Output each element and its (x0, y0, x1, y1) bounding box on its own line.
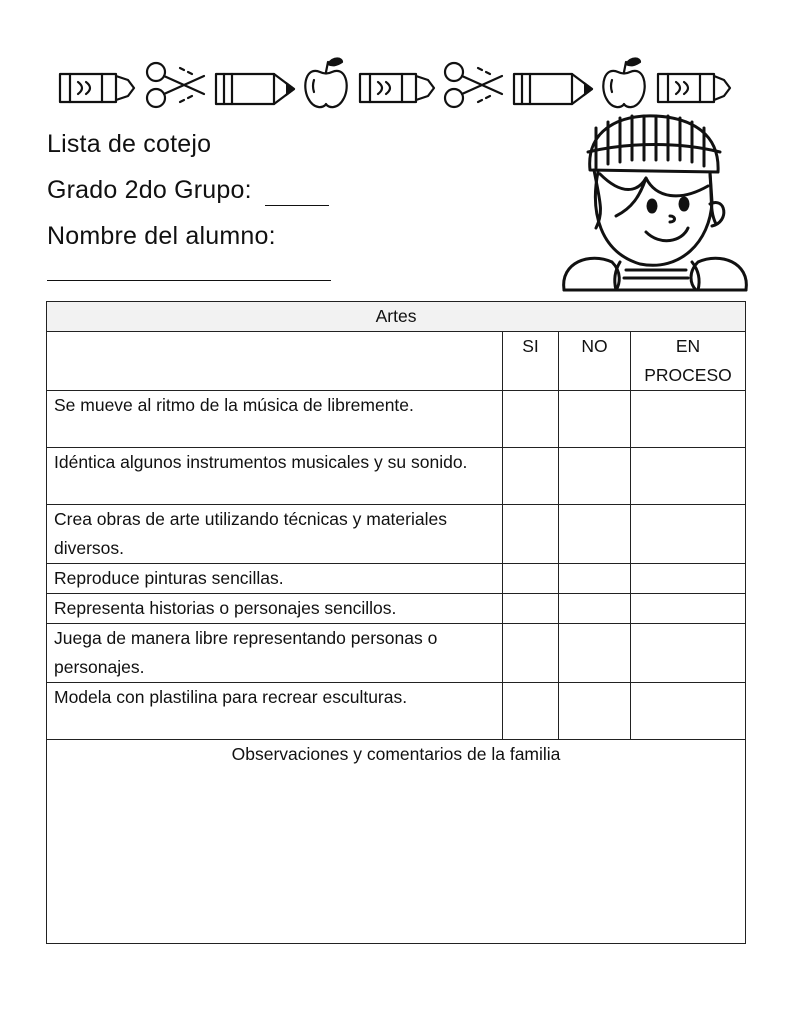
school-supplies-border (56, 50, 736, 112)
check-cell-no[interactable] (559, 624, 631, 683)
column-header-en-proceso: EN PROCESO (631, 332, 746, 391)
column-header-si: SI (503, 332, 559, 391)
student-name-label: Nombre del alumno: (47, 222, 276, 250)
criteria-header-cell (47, 332, 503, 391)
crayon-icon (360, 74, 434, 102)
crayon-icon (60, 74, 134, 102)
criterion-text: Idéntica algunos instrumentos musicales y su sonido. (47, 448, 503, 505)
scissors-icon (445, 63, 502, 107)
observations-box[interactable] (47, 740, 746, 944)
check-cell-en-proceso[interactable] (631, 624, 746, 683)
column-header-row (47, 332, 746, 391)
criterion-text: Representa historias o personajes sencillos. (47, 594, 503, 624)
check-cell-en-proceso[interactable] (631, 594, 746, 624)
document-title: Lista de cotejo (47, 130, 212, 158)
pencil-icon (216, 74, 294, 104)
table-row (47, 448, 746, 505)
check-cell-en-proceso[interactable] (631, 683, 746, 740)
criterion-text: Crea obras de arte utilizando técnicas y materiales diversos. (47, 505, 503, 564)
check-cell-no[interactable] (559, 564, 631, 594)
check-cell-en-proceso[interactable] (631, 391, 746, 448)
check-cell-si[interactable] (503, 391, 559, 448)
check-cell-no[interactable] (559, 594, 631, 624)
column-header-no: NO (559, 332, 631, 391)
observations-row (47, 740, 746, 944)
check-cell-no[interactable] (559, 505, 631, 564)
check-cell-en-proceso[interactable] (631, 448, 746, 505)
check-cell-no[interactable] (559, 683, 631, 740)
check-cell-si[interactable] (503, 564, 559, 594)
table-row (47, 683, 746, 740)
check-cell-no[interactable] (559, 391, 631, 448)
check-cell-no[interactable] (559, 448, 631, 505)
criterion-text: Reproduce pinturas sencillas. (47, 564, 503, 594)
criterion-text: Se mueve al ritmo de la música de libremente. (47, 391, 503, 448)
apple-icon (603, 59, 644, 108)
student-name-blank-line[interactable] (47, 280, 331, 281)
check-cell-si[interactable] (503, 594, 559, 624)
scissors-icon (147, 63, 204, 107)
table-caption-row (47, 302, 746, 332)
boy-with-beanie-illustration (560, 112, 750, 292)
crayon-icon (658, 74, 730, 102)
subject-caption: Artes (47, 302, 746, 332)
check-cell-si[interactable] (503, 505, 559, 564)
group-blank-line[interactable] (265, 176, 329, 206)
table-row (47, 564, 746, 594)
observations-title: Observaciones y comentarios de la familia (231, 744, 561, 764)
criterion-text: Modela con plastilina para recrear esculturas. (47, 683, 503, 740)
check-cell-si[interactable] (503, 448, 559, 505)
check-cell-en-proceso[interactable] (631, 564, 746, 594)
check-cell-en-proceso[interactable] (631, 505, 746, 564)
check-cell-si[interactable] (503, 624, 559, 683)
table-row (47, 594, 746, 624)
grade-group-label: Grado 2do Grupo: (47, 176, 252, 204)
pencil-icon (514, 74, 592, 104)
grade-group-field[interactable] (47, 176, 329, 206)
criterion-text: Juega de manera libre representando personas o personajes. (47, 624, 503, 683)
table-row (47, 391, 746, 448)
apple-icon (305, 59, 346, 108)
check-cell-si[interactable] (503, 683, 559, 740)
table-row (47, 624, 746, 683)
table-row (47, 505, 746, 564)
checklist-table (46, 301, 746, 944)
